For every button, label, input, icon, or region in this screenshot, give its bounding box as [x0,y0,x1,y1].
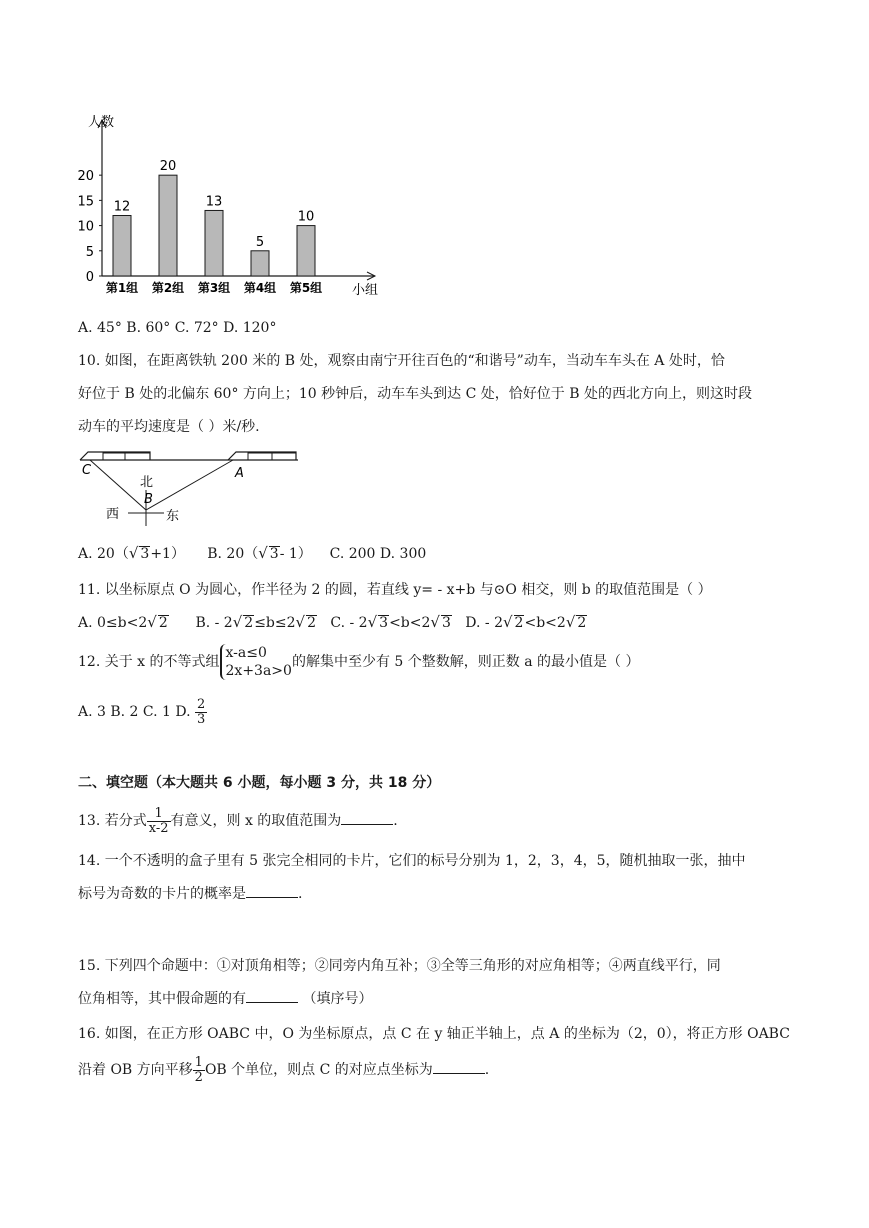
question-16: 16. 如图，在正方形 OABC 中，O 为坐标原点，点 C 在 y 轴正半轴上，点 A 的坐标为（2，0），将正方形 OABC 沿着 OB 方向平移 $\frac{1}{2}$ OB 个单位，则点 C 的对应点坐标为 . [78,1026,790,1085]
bar [297,226,315,276]
q12-stem: 12. 关于 x 的不等式组 x-a≤0 2x+3a>0 的解集中至少有 5 个整数解，则正数 a 的最小值是（ ） [78,645,640,679]
y-tick-label: 15 [77,194,94,210]
q12-options: A. 3 B. 2 C. 1 D. $\frac{2}{3}$ [78,696,206,727]
north-label: 北 [140,475,154,490]
y-tick-label: 5 [85,244,94,260]
bar [159,175,177,276]
east-label: 东 [166,509,180,524]
bar-value-label: 5 [255,234,265,250]
west-label: 西 [106,507,120,522]
q13: 13. 若分式 $\frac{1}{x-2}$ 有意义，则 x 的取值范围为 . [78,805,398,836]
bar-value-label: 12 [113,199,131,215]
bar [113,216,131,277]
y-tick-label: 0 [85,270,94,285]
answer-blank[interactable] [433,1059,485,1074]
category-label: 第3组 [197,281,231,295]
bar-chart [70,110,390,310]
answer-blank[interactable] [246,988,298,1003]
q9-options: A. 45° B. 60° C. 72° D. 120° [78,320,277,336]
answer-blank[interactable] [246,883,298,898]
question-10 [78,345,798,444]
bar [251,251,269,276]
q10-line3: 动车的平均速度是（ ）米/秒. [78,419,260,435]
q10-options: A. 20（√ 3+1） B. 20（√ 3- 1） C. 200 D. 300 [78,544,427,562]
q10-line2: 好位于 B 处的北偏东 60° 方向上；10 秒钟后，动车车头到达 C 处，恰好位于 B 处的西北方向上，则这时段 [78,386,752,402]
category-label: 第4组 [243,281,277,295]
q11-stem: 11. 以坐标原点 O 为圆心，作半径为 2 的圆，若直线 y= - x+b 与⊙O 相交，则 b 的取值范围是（ ） [78,582,712,598]
bar [205,210,223,276]
section-2-title: 二、填空题（本大题共 6 小题，每小题 3 分，共 18 分） [78,775,441,791]
question-15: 15. 下列四个命题中：①对顶角相等；②同旁内角互补；③全等三角形的对应角相等；④两直线平行，同 位角相等，其中假命题的有 （填序号） [78,958,721,1007]
point-b-label: B [144,492,153,507]
y-tick-label: 10 [77,219,94,235]
bar-value-label: 20 [159,159,177,175]
point-a-label: A [235,466,244,481]
bar-value-label: 13 [205,194,223,210]
answer-blank[interactable] [341,810,393,825]
y-axis-label: 人数 [88,115,115,130]
point-c-label: C [82,463,92,478]
train-figure [78,450,318,530]
category-label: 第5组 [289,281,323,295]
q10-line1: 10. 如图，在距离铁轨 200 米的 B 处，观察由南宁开往百色的“和谐号”动车，当动车车头在 A 处时，恰 [78,353,725,369]
category-label: 第2组 [151,281,185,295]
bar-value-label: 10 [297,209,315,225]
inequality-system: x-a≤0 2x+3a>0 [220,644,292,680]
question-14: 14. 一个不透明的盒子里有 5 张完全相同的卡片，它们的标号分别为 1，2，3，4，5，随机抽取一张，抽中 标号为奇数的卡片的概率是 . [78,853,746,902]
x-axis-label: 小组 [352,283,379,298]
y-tick-label: 20 [77,169,94,185]
q11-options: A. 0≤b<2√ 2 B. - 2√ 2≤b≤2√ 2 C. - 2√ 3<b<2√ 3 D. - 2√ 2<b<2√ 2 [78,613,587,631]
category-label: 第1组 [105,281,139,295]
